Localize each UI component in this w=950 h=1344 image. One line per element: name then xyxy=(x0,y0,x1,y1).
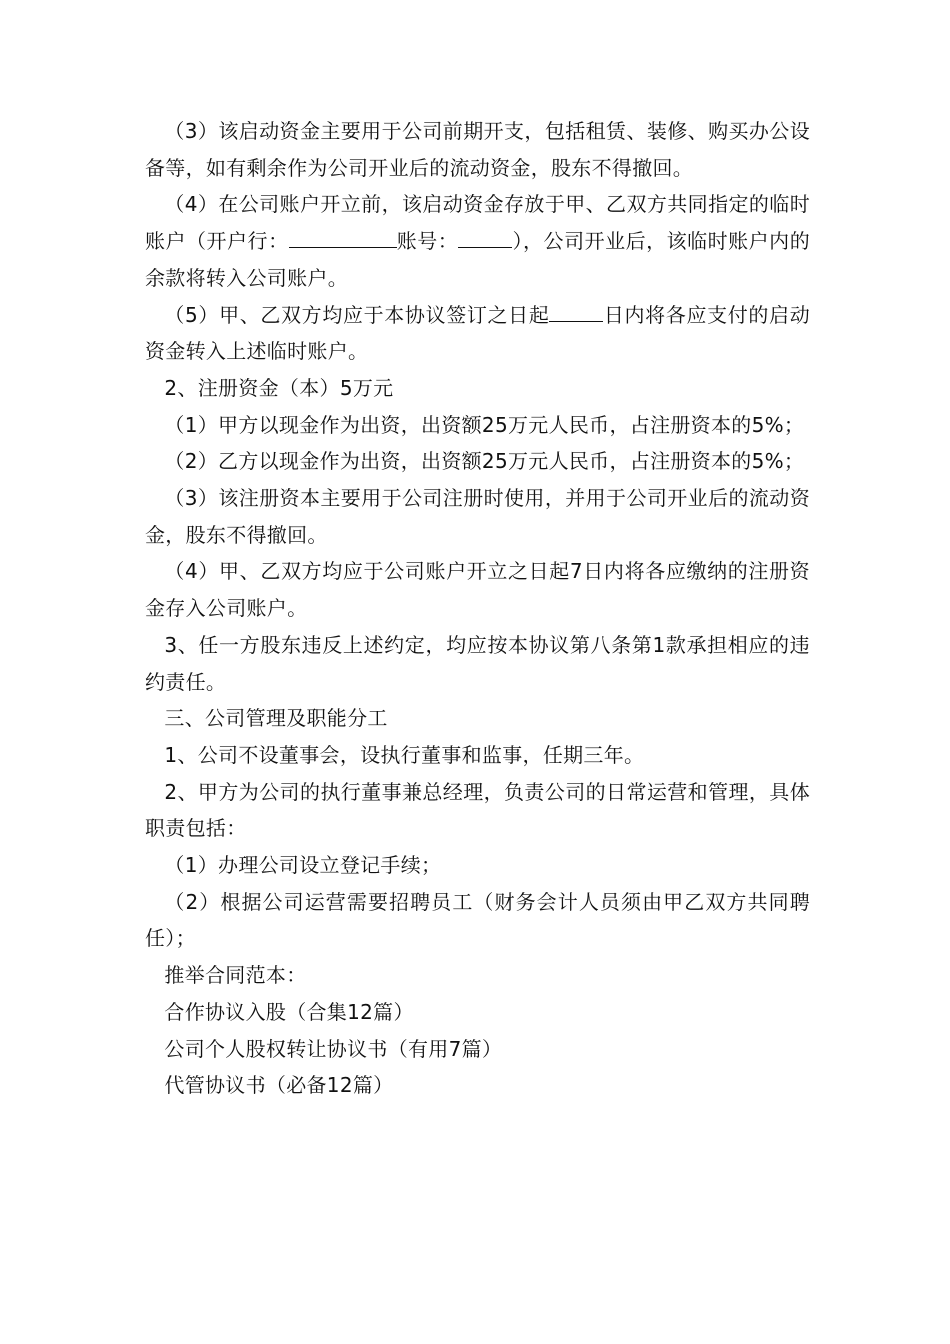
heading-management-division: 三、公司管理及职能分工 xyxy=(164,706,388,731)
paragraph-payment-deadline xyxy=(145,297,810,370)
temporary-account-text-2: 账号： xyxy=(396,229,459,254)
recommended-templates-heading: 推举合同范本： xyxy=(164,963,307,988)
paragraph-party-a-contribution: （1）甲方以现金作为出资，出资额25万元人民币，占注册资本的5%； xyxy=(164,412,805,437)
paragraph-startup-fund-usage: （3）该启动资金主要用于公司前期开支，包括租赁、装修、购买办公设备等，如有剩余作为公司开业后的流动资金，股东不得撤回。 xyxy=(145,119,810,180)
document-body xyxy=(145,113,810,1104)
recommended-template-link-3[interactable]: 代管协议书（必备12篇） xyxy=(164,1073,394,1098)
payment-deadline-text-2: 日内将各应支付的启动资金转入上述临时账户。 xyxy=(145,302,810,364)
payment-deadline-text-1: （5）甲、乙双方均应于本协议签订之日起 xyxy=(164,302,550,327)
paragraph-hiring-duty: （2）根据公司运营需要招聘员工（财务会计人员须由甲乙双方共同聘任）； xyxy=(145,889,810,951)
paragraph-registration-duty: （1）办理公司设立登记手续； xyxy=(164,853,442,878)
paragraph-executive-director: 1、公司不设董事会，设执行董事和监事，任期三年。 xyxy=(164,742,645,767)
account-number-blank xyxy=(458,226,512,248)
days-blank xyxy=(549,300,603,322)
paragraph-capital-usage: （3）该注册资本主要用于公司注册时使用，并用于公司开业后的流动资金，股东不得撤回。 xyxy=(145,486,810,547)
temporary-account-text-3: ），公司开业后，该临时账户内的余款将转入公司账户。 xyxy=(145,229,810,290)
paragraph-party-b-contribution: （2）乙方以现金作为出资，出资额25万元人民币，占注册资本的5%； xyxy=(164,449,805,474)
paragraph-general-manager: 2、甲方为公司的执行董事兼总经理，负责公司的日常运营和管理，具体职责包括： xyxy=(145,779,810,841)
paragraph-temporary-account xyxy=(145,186,810,296)
bank-name-blank xyxy=(289,226,397,248)
paragraph-breach-liability: 3、任一方股东违反上述约定，均应按本协议第八条第1款承担相应的违约责任。 xyxy=(145,632,810,694)
recommended-template-link-2[interactable]: 公司个人股权转让协议书（有用7篇） xyxy=(164,1036,503,1061)
temporary-account-text-1: （4）在公司账户开立前，该启动资金存放于甲、乙双方共同指定的临时账户（开户行： xyxy=(145,192,810,254)
heading-registered-capital: 2、注册资金（本）5万元 xyxy=(164,375,394,400)
recommended-template-link-1[interactable]: 合作协议入股（合集12篇） xyxy=(164,999,414,1024)
paragraph-capital-deposit: （4）甲、乙双方均应于公司账户开立之日起7日内将各应缴纳的注册资金存入公司账户。 xyxy=(145,559,810,621)
